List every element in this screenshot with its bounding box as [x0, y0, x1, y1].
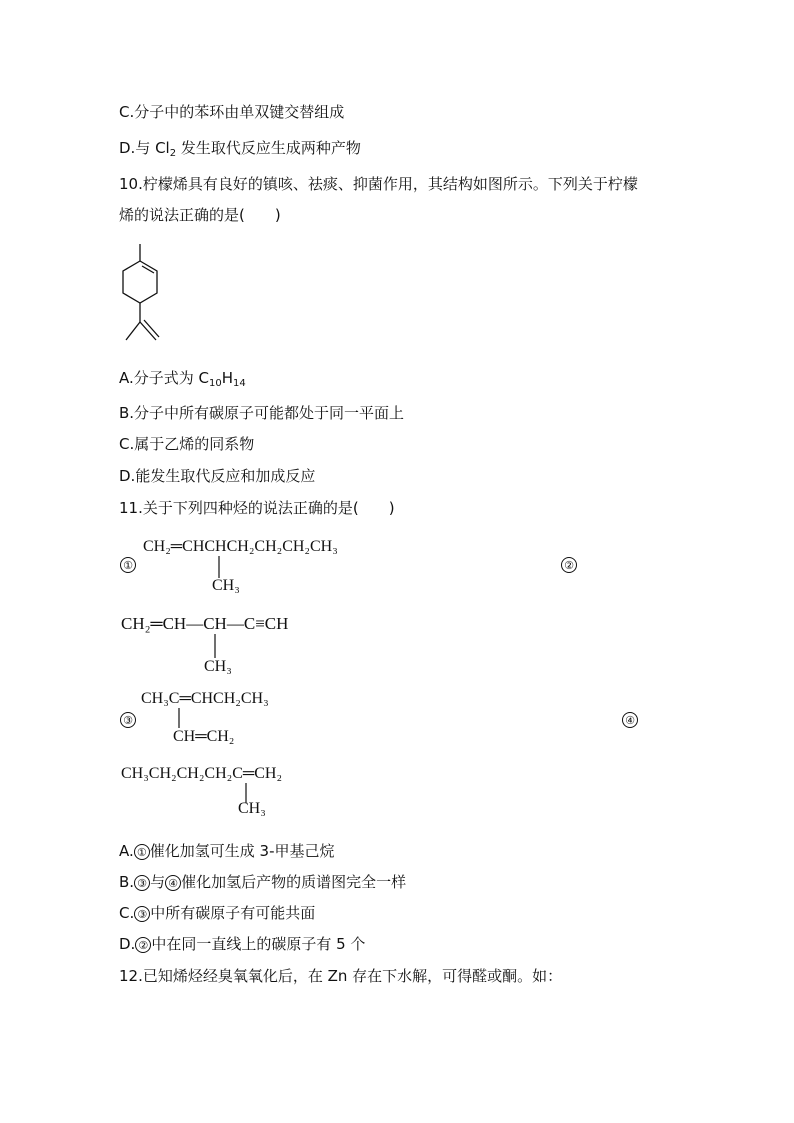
formula-3-branch-bond: [177, 708, 181, 728]
q10-option-a: A.分子式为 $C_{10}H_{14}$: [119, 369, 246, 389]
label-1: ①: [120, 557, 136, 573]
q10-option-c: C.属于乙烯的同系物: [119, 435, 255, 453]
label-3: ③: [120, 712, 136, 728]
isopropenyl-methyl: [126, 322, 140, 340]
q11-option-b: B. ③ 与 ④ 催化加氢后产物的质谱图完全一样: [119, 873, 407, 891]
formula-2-branch: CH₃: [204, 658, 232, 675]
formula-3-main: CH₃C═CHCH₂CH₃: [141, 690, 269, 707]
formula-4-branch: CH₃: [238, 800, 266, 817]
formula-4-main: CH₃CH₂CH₂CH₂C═CH₂: [121, 765, 283, 782]
formula-1-branch-bond: [217, 556, 221, 578]
q11-option-d: D. ② 中在同一直线上的碳原子有 5 个: [119, 935, 366, 953]
formula-1-branch: CH₃: [212, 577, 240, 594]
q12-stem: 12.已知烯烃经臭氧氧化后，在 Zn 存在下水解，可得醛或酮。如：: [119, 967, 563, 985]
q10-stem-line2: 烯的说法正确的是( ): [119, 206, 281, 224]
q11-option-c: C. ③ 中所有碳原子有可能共面: [119, 904, 316, 922]
q9-option-d: D.与 $Cl_2$ 发生取代反应生成两种产物: [119, 139, 361, 159]
label-2: ②: [561, 557, 577, 573]
ring: [123, 261, 157, 303]
formula-3-branch: CH═CH₂: [173, 728, 235, 745]
formula-2-main: CH₂═CH—CH—C≡CH: [121, 614, 289, 633]
q10-option-d: D.能发生取代反应和加成反应: [119, 467, 316, 485]
q10-option-b: B.分子中所有碳原子可能都处于同一平面上: [119, 404, 405, 422]
limonene-structure: [115, 238, 175, 348]
formula-2-branch-bond: [213, 634, 217, 658]
q11-stem: 11.关于下列四种烃的说法正确的是( ): [119, 499, 395, 517]
q10-stem-line1: 10.柠檬烯具有良好的镇咳、祛痰、抑菌作用，其结构如图所示。下列关于柠檬: [119, 175, 638, 193]
label-4: ④: [622, 712, 638, 728]
formula-1-main: CH₂═CHCHCH₂CH₂CH₂CH₃: [143, 538, 338, 555]
q9-option-c: C.分子中的苯环由单双键交替组成: [119, 103, 345, 121]
q11-option-a: A. ① 催化加氢可生成 3-甲基己烷: [119, 842, 335, 860]
ring-double-bond: [142, 266, 154, 273]
